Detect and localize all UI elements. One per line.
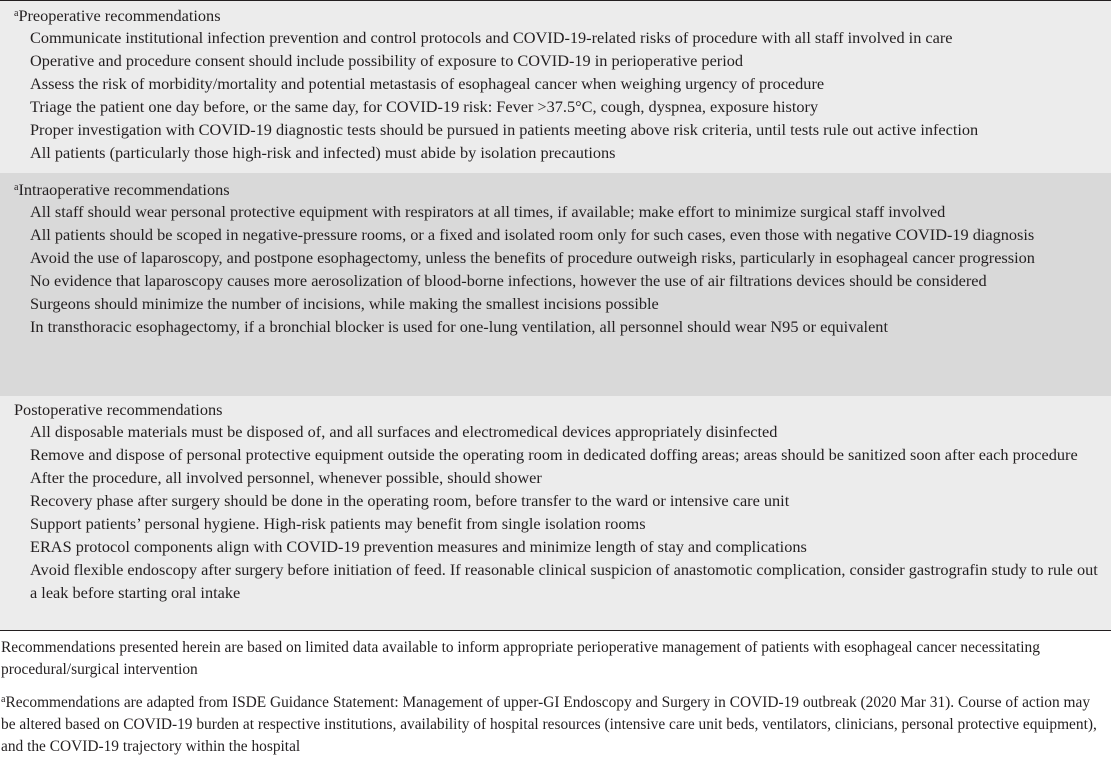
list-item: All patients (particularly those high-risk and infected) must abide by isolation precautions xyxy=(30,143,616,162)
preoperative-section xyxy=(0,1,1111,173)
section-heading xyxy=(0,398,1111,420)
list-item: All staff should wear personal protective equipment with respirators at all times, if available; make effort to minimize surgical staff involved xyxy=(30,202,946,221)
section-heading xyxy=(0,178,1111,200)
section-heading-text: Preoperative recommendations xyxy=(18,6,221,25)
list-item: Assess the risk of morbidity/mortality and potential metastasis of esophageal cancer when weighing urgency of procedure xyxy=(30,74,825,93)
section-heading-text: Postoperative recommendations xyxy=(14,400,223,419)
footnote-marker: a xyxy=(14,182,19,193)
list-item: Communicate institutional infection prevention and control protocols and COVID-19-related risks of procedure with all staff involved in care xyxy=(30,28,953,47)
list-item: After the procedure, all involved personnel, whenever possible, should shower xyxy=(30,468,542,487)
list-item: Remove and dispose of personal protective equipment outside the operating room in dedicated doffing areas; areas should be sanitized soon after each procedure xyxy=(30,445,1078,464)
postoperative-section xyxy=(0,396,1111,630)
list-item: Recovery phase after surgery should be done in the operating room, before transfer to the ward or intensive care unit xyxy=(30,491,790,510)
table-note: Recommendations presented herein are based on limited data available to inform appropriate perioperative management of patients with esophageal cancer necessitating procedural/surgical intervention xyxy=(1,639,1040,678)
footnote-marker: a xyxy=(1,694,6,705)
section-heading-text: Intraoperative recommendations xyxy=(18,180,230,199)
list-item: Proper investigation with COVID-19 diagnostic tests should be pursued in patients meeting above risk criteria, until tests rule out active infection xyxy=(30,120,979,139)
table-footnote-text: Recommendations are adapted from ISDE Guidance Statement: Management of upper-GI Endoscopy and Surgery in COVID-19 outbreak (2020 Mar 31). Course of action may be altered based on COVID-19 burden at respective institutions, availability of hospital resources (intensive care unit beds, ventilators, clinicians, personal protective equipment), and the COVID-19 trajectory within the hospital xyxy=(1,694,1097,755)
list-item: Surgeons should minimize the number of incisions, while making the smallest incisions possible xyxy=(30,294,659,313)
footnote-marker: a xyxy=(14,8,19,19)
list-item: Avoid the use of laparoscopy, and postpone esophagectomy, unless the benefits of procedure outweigh risks, particularly in esophageal cancer progression xyxy=(30,248,1035,267)
intraoperative-section xyxy=(0,173,1111,396)
section-heading xyxy=(0,4,1111,26)
list-item: All disposable materials must be disposed of, and all surfaces and electromedical devices appropriately disinfected xyxy=(30,422,778,441)
list-item: No evidence that laparoscopy causes more aerosolization of blood-borne infections, however the use of air filtrations devices should be considered xyxy=(30,271,987,290)
list-item: ERAS protocol components align with COVID-19 prevention measures and minimize length of stay and complications xyxy=(30,537,807,556)
list-item: All patients should be scoped in negative-pressure rooms, or a fixed and isolated room only for such cases, even those with negative COVID-19 diagnosis xyxy=(30,225,1035,244)
list-item: In transthoracic esophagectomy, if a bronchial blocker is used for one-lung ventilation, all personnel should wear N95 or equivalent xyxy=(30,317,888,336)
list-item: Operative and procedure consent should include possibility of exposure to COVID-19 in perioperative period xyxy=(30,51,744,70)
list-item: Triage the patient one day before, or the same day, for COVID-19 risk: Fever >37.5°C, cough, dyspnea, exposure history xyxy=(30,97,819,116)
list-item: Avoid flexible endoscopy after surgery before initiation of feed. If reasonable clinical suspicion of anastomotic complication, consider gastrografin study to rule out a leak before starting oral intake xyxy=(30,560,1098,602)
table-footnote xyxy=(0,681,1111,758)
list-item: Support patients’ personal hygiene. High-risk patients may benefit from single isolation rooms xyxy=(30,514,646,533)
